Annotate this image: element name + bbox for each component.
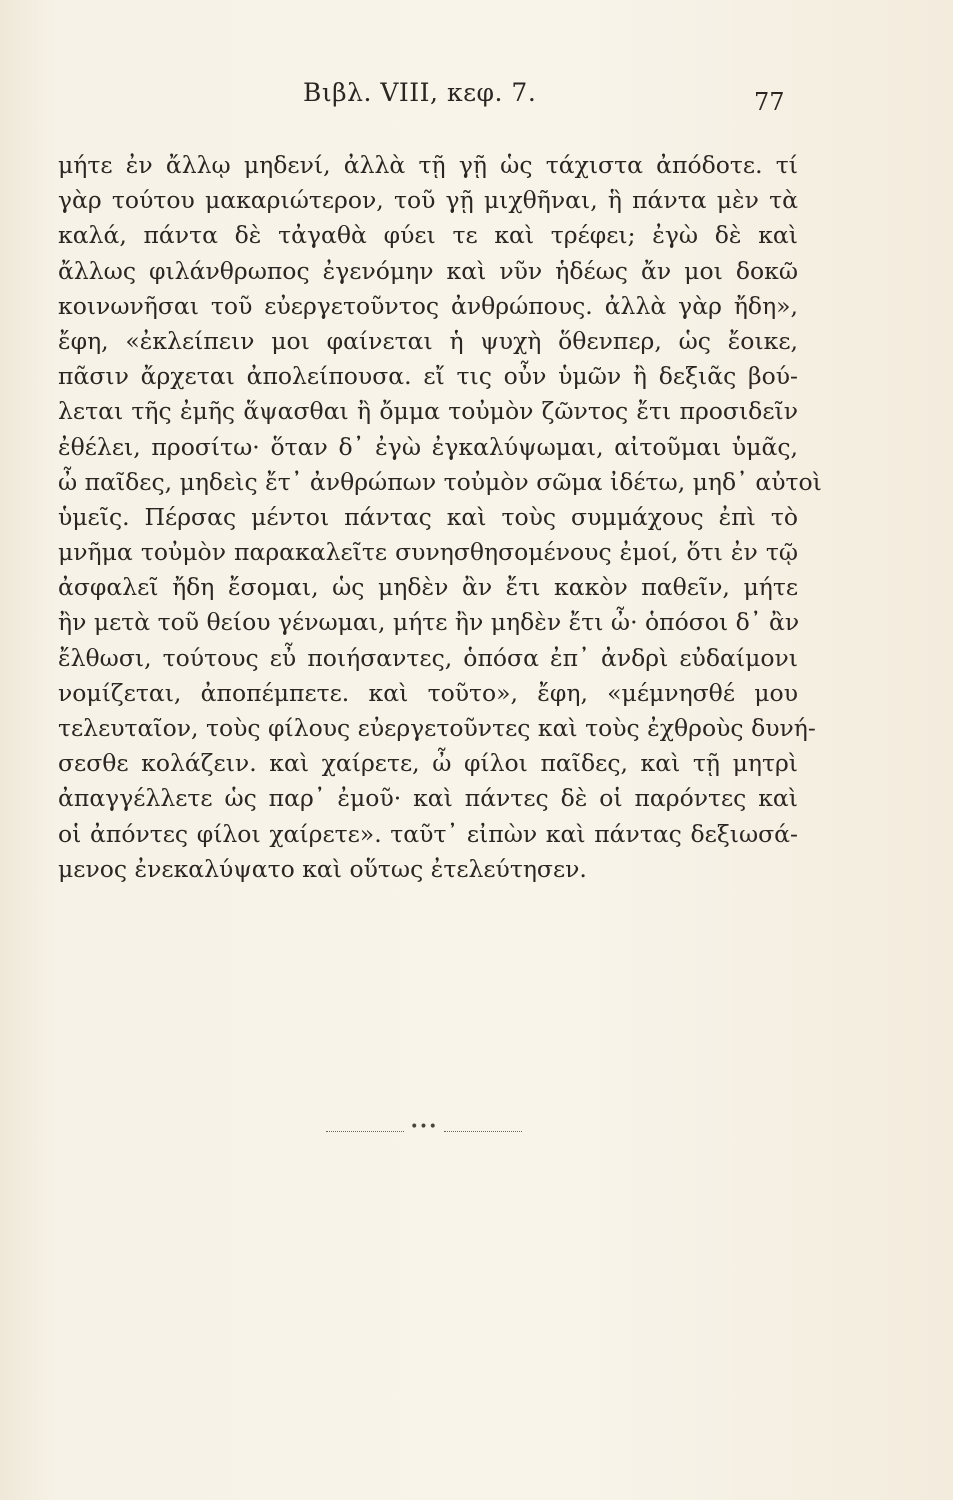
text-line: ἔφη, «ἐκλείπειν μοι φαίνεται ἡ ψυχὴ ὅθενπερ, ὡς ἔοικε,: [58, 326, 798, 355]
text-line-last: μενος ἐνεκαλύψατο καὶ οὕτως ἐτελεύτησεν.: [58, 854, 587, 883]
ornament-rule-left: [326, 1131, 404, 1132]
text-line: ὑμεῖς. Πέρσας μέντοι πάντας καὶ τοὺς συμμάχους ἐπὶ τὸ: [58, 502, 798, 531]
text-line: ἄλλως φιλάνθρωπος ἐγενόμην καὶ νῦν ἡδέως ἄν μοι δοκῶ: [58, 256, 798, 285]
text-line: τελευταῖον, τοὺς φίλους εὐεργετοῦντες καὶ τοὺς ἐχθροὺς δυνή-: [58, 714, 816, 742]
text-line: γὰρ τούτου μακαριώτερον, τοῦ γῇ μιχθῆναι, ἣ πάντα μὲν τὰ: [58, 186, 798, 215]
text-line: ἀπαγγέλλετε ὡς παρ᾽ ἐμοῦ· καὶ πάντες δὲ οἱ παρόντες καὶ: [58, 784, 798, 813]
text-line: σεσθε κολάζειν. καὶ χαίρετε, ὦ φίλοι παῖδες, καὶ τῇ μητρὶ: [58, 749, 798, 778]
section-end-ornament: [326, 1119, 522, 1136]
body-text: [58, 148, 822, 887]
text-line: μήτε ἐν ἄλλῳ μηδενί, ἀλλὰ τῇ γῇ ὡς τάχιστα ἀπόδοτε. τί: [58, 151, 798, 179]
page-number: 77: [754, 88, 785, 116]
text-line: καλά, πάντα δὲ τἀγαθὰ φύει τε καὶ τρέφει; ἐγὼ δὲ καὶ: [58, 221, 798, 250]
text-line: ἀσφαλεῖ ἤδη ἔσομαι, ὡς μηδὲν ἂν ἔτι κακὸν παθεῖν, μήτε: [58, 573, 798, 602]
text-line: οἱ ἀπόντες φίλοι χαίρετε». ταῦτ᾽ εἰπὼν καὶ πάντας δεξιωσά-: [58, 819, 798, 848]
text-line: μνῆμα τοὐμὸν παρακαλεῖτε συνησθησομένους ἐμοί, ὅτι ἐν τῷ: [58, 538, 798, 567]
text-line: λεται τῆς ἐμῆς ἅψασθαι ἢ ὄμμα τοὐμὸν ζῶντος ἔτι προσιδεῖν: [58, 397, 798, 426]
ornament-rule-right: [444, 1131, 522, 1132]
text-line: νομίζεται, ἀποπέμπετε. καὶ τοῦτο», ἔφη, «μέμνησθέ μου: [58, 678, 798, 707]
text-line: ἢν μετὰ τοῦ θείου γένωμαι, μήτε ἢν μηδὲν ἔτι ὦ· ὁπόσοι δ᾽ ἂν: [58, 608, 800, 637]
text-line: ὦ παῖδες, μηδεὶς ἔτ᾽ ἀνθρώπων τοὐμὸν σῶμα ἰδέτω, μηδ᾽ αὐτοὶ: [58, 467, 822, 496]
text-line: ἔλθωσι, τούτους εὖ ποιήσαντες, ὁπόσα ἐπ᾽ ἀνδρὶ εὐδαίμονι: [58, 643, 798, 672]
text-line: κοινωνῆσαι τοῦ εὐεργετοῦντος ἀνθρώπους. ἀλλὰ γὰρ ἤδη»,: [58, 291, 798, 320]
text-line: πᾶσιν ἄρχεται ἀπολείπουσα. εἴ τις οὖν ὑμῶν ἢ δεξιᾶς βού-: [58, 362, 798, 391]
ornament-dots: •••: [410, 1119, 438, 1135]
text-line: ἐθέλει, προσίτω· ὅταν δ᾽ ἐγὼ ἐγκαλύψωμαι, αἰτοῦμαι ὑμᾶς,: [58, 432, 798, 461]
running-head: Βιβλ. VIII, κεφ. 7.: [303, 78, 537, 107]
